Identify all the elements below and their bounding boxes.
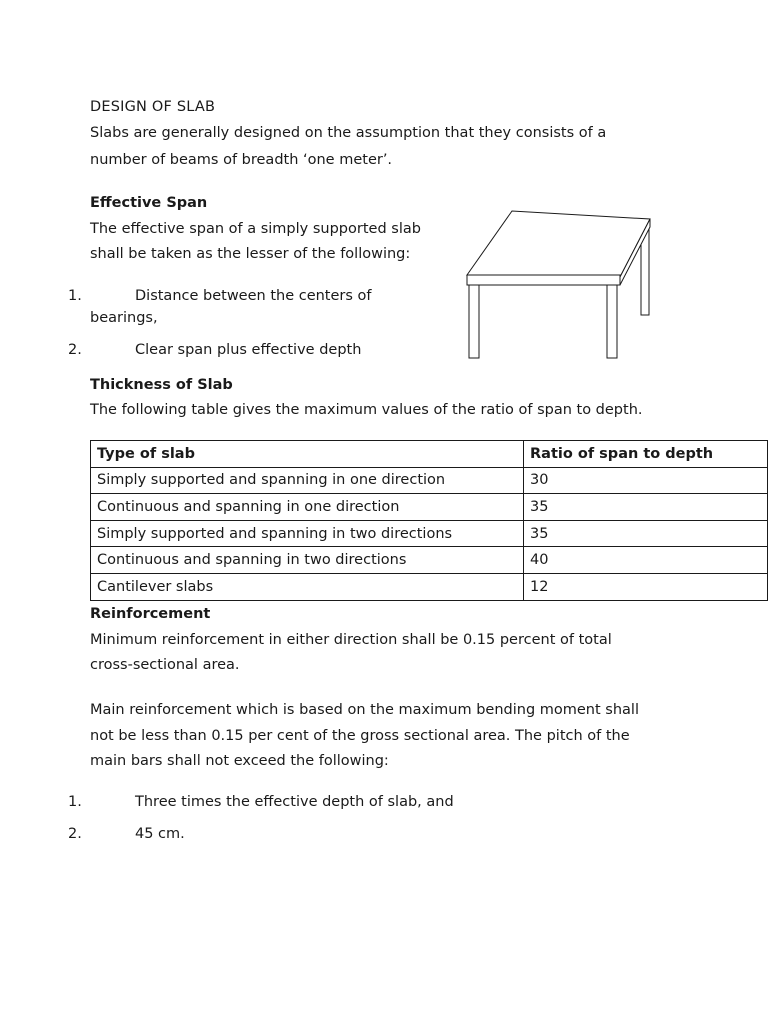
reinforcement-para2-line-3: main bars shall not exceed the following:: [90, 753, 389, 769]
table-cell-ratio: 30: [524, 467, 768, 494]
list-item-text: Three times the effective depth of slab, and: [135, 794, 454, 810]
table-cell-ratio: 35: [524, 520, 768, 547]
reinforcement-para1-line-2: cross-sectional area.: [90, 657, 240, 673]
list-item-text: 45 cm.: [135, 826, 185, 842]
effective-span-line-1: The effective span of a simply supported slab: [90, 221, 421, 237]
list-item-text: Distance between the centers of: [135, 288, 372, 304]
reinforcement-heading: Reinforcement: [90, 606, 211, 622]
table-row: [91, 547, 768, 574]
reinforcement-para2-line-1: Main reinforcement which is based on the maximum bending moment shall: [90, 702, 639, 718]
list-number: 2.: [68, 342, 82, 358]
list-item-text: Clear span plus effective depth: [135, 342, 362, 358]
list-item-continuation: bearings,: [90, 310, 158, 326]
table-row: [91, 573, 768, 600]
table-cell-type: Cantilever slabs: [91, 573, 524, 600]
table-cell-ratio: 35: [524, 494, 768, 521]
table-cell-ratio: 12: [524, 573, 768, 600]
reinforcement-para2-line-2: not be less than 0.15 per cent of the gross sectional area. The pitch of the: [90, 728, 630, 744]
table-row: [91, 494, 768, 521]
list-number: 1.: [68, 794, 82, 810]
intro-line-2: number of beams of breadth ‘one meter’.: [90, 152, 393, 168]
table-header-type: Type of slab: [91, 441, 524, 468]
effective-span-line-2: shall be taken as the lesser of the following:: [90, 246, 411, 262]
effective-span-heading: Effective Span: [90, 195, 208, 211]
list-number: 1.: [68, 288, 82, 304]
span-depth-table: [90, 440, 768, 601]
table-cell-ratio: 40: [524, 547, 768, 574]
table-row: [91, 520, 768, 547]
thickness-line: The following table gives the maximum values of the ratio of span to depth.: [90, 402, 643, 418]
table-header-row: [91, 441, 768, 468]
reinforcement-para1-line-1: Minimum reinforcement in either direction shall be 0.15 percent of total: [90, 632, 612, 648]
table-header-ratio: Ratio of span to depth: [524, 441, 768, 468]
intro-line-1: Slabs are generally designed on the assumption that they consists of a: [90, 125, 607, 141]
table-row: [91, 467, 768, 494]
table-cell-type: Continuous and spanning in two directions: [91, 547, 524, 574]
page-title: DESIGN OF SLAB: [90, 99, 216, 115]
table-cell-type: Simply supported and spanning in two directions: [91, 520, 524, 547]
table-cell-type: Simply supported and spanning in one direction: [91, 467, 524, 494]
table-cell-type: Continuous and spanning in one direction: [91, 494, 524, 521]
table-illustration: [462, 205, 662, 365]
list-number: 2.: [68, 826, 82, 842]
thickness-heading: Thickness of Slab: [90, 377, 233, 393]
